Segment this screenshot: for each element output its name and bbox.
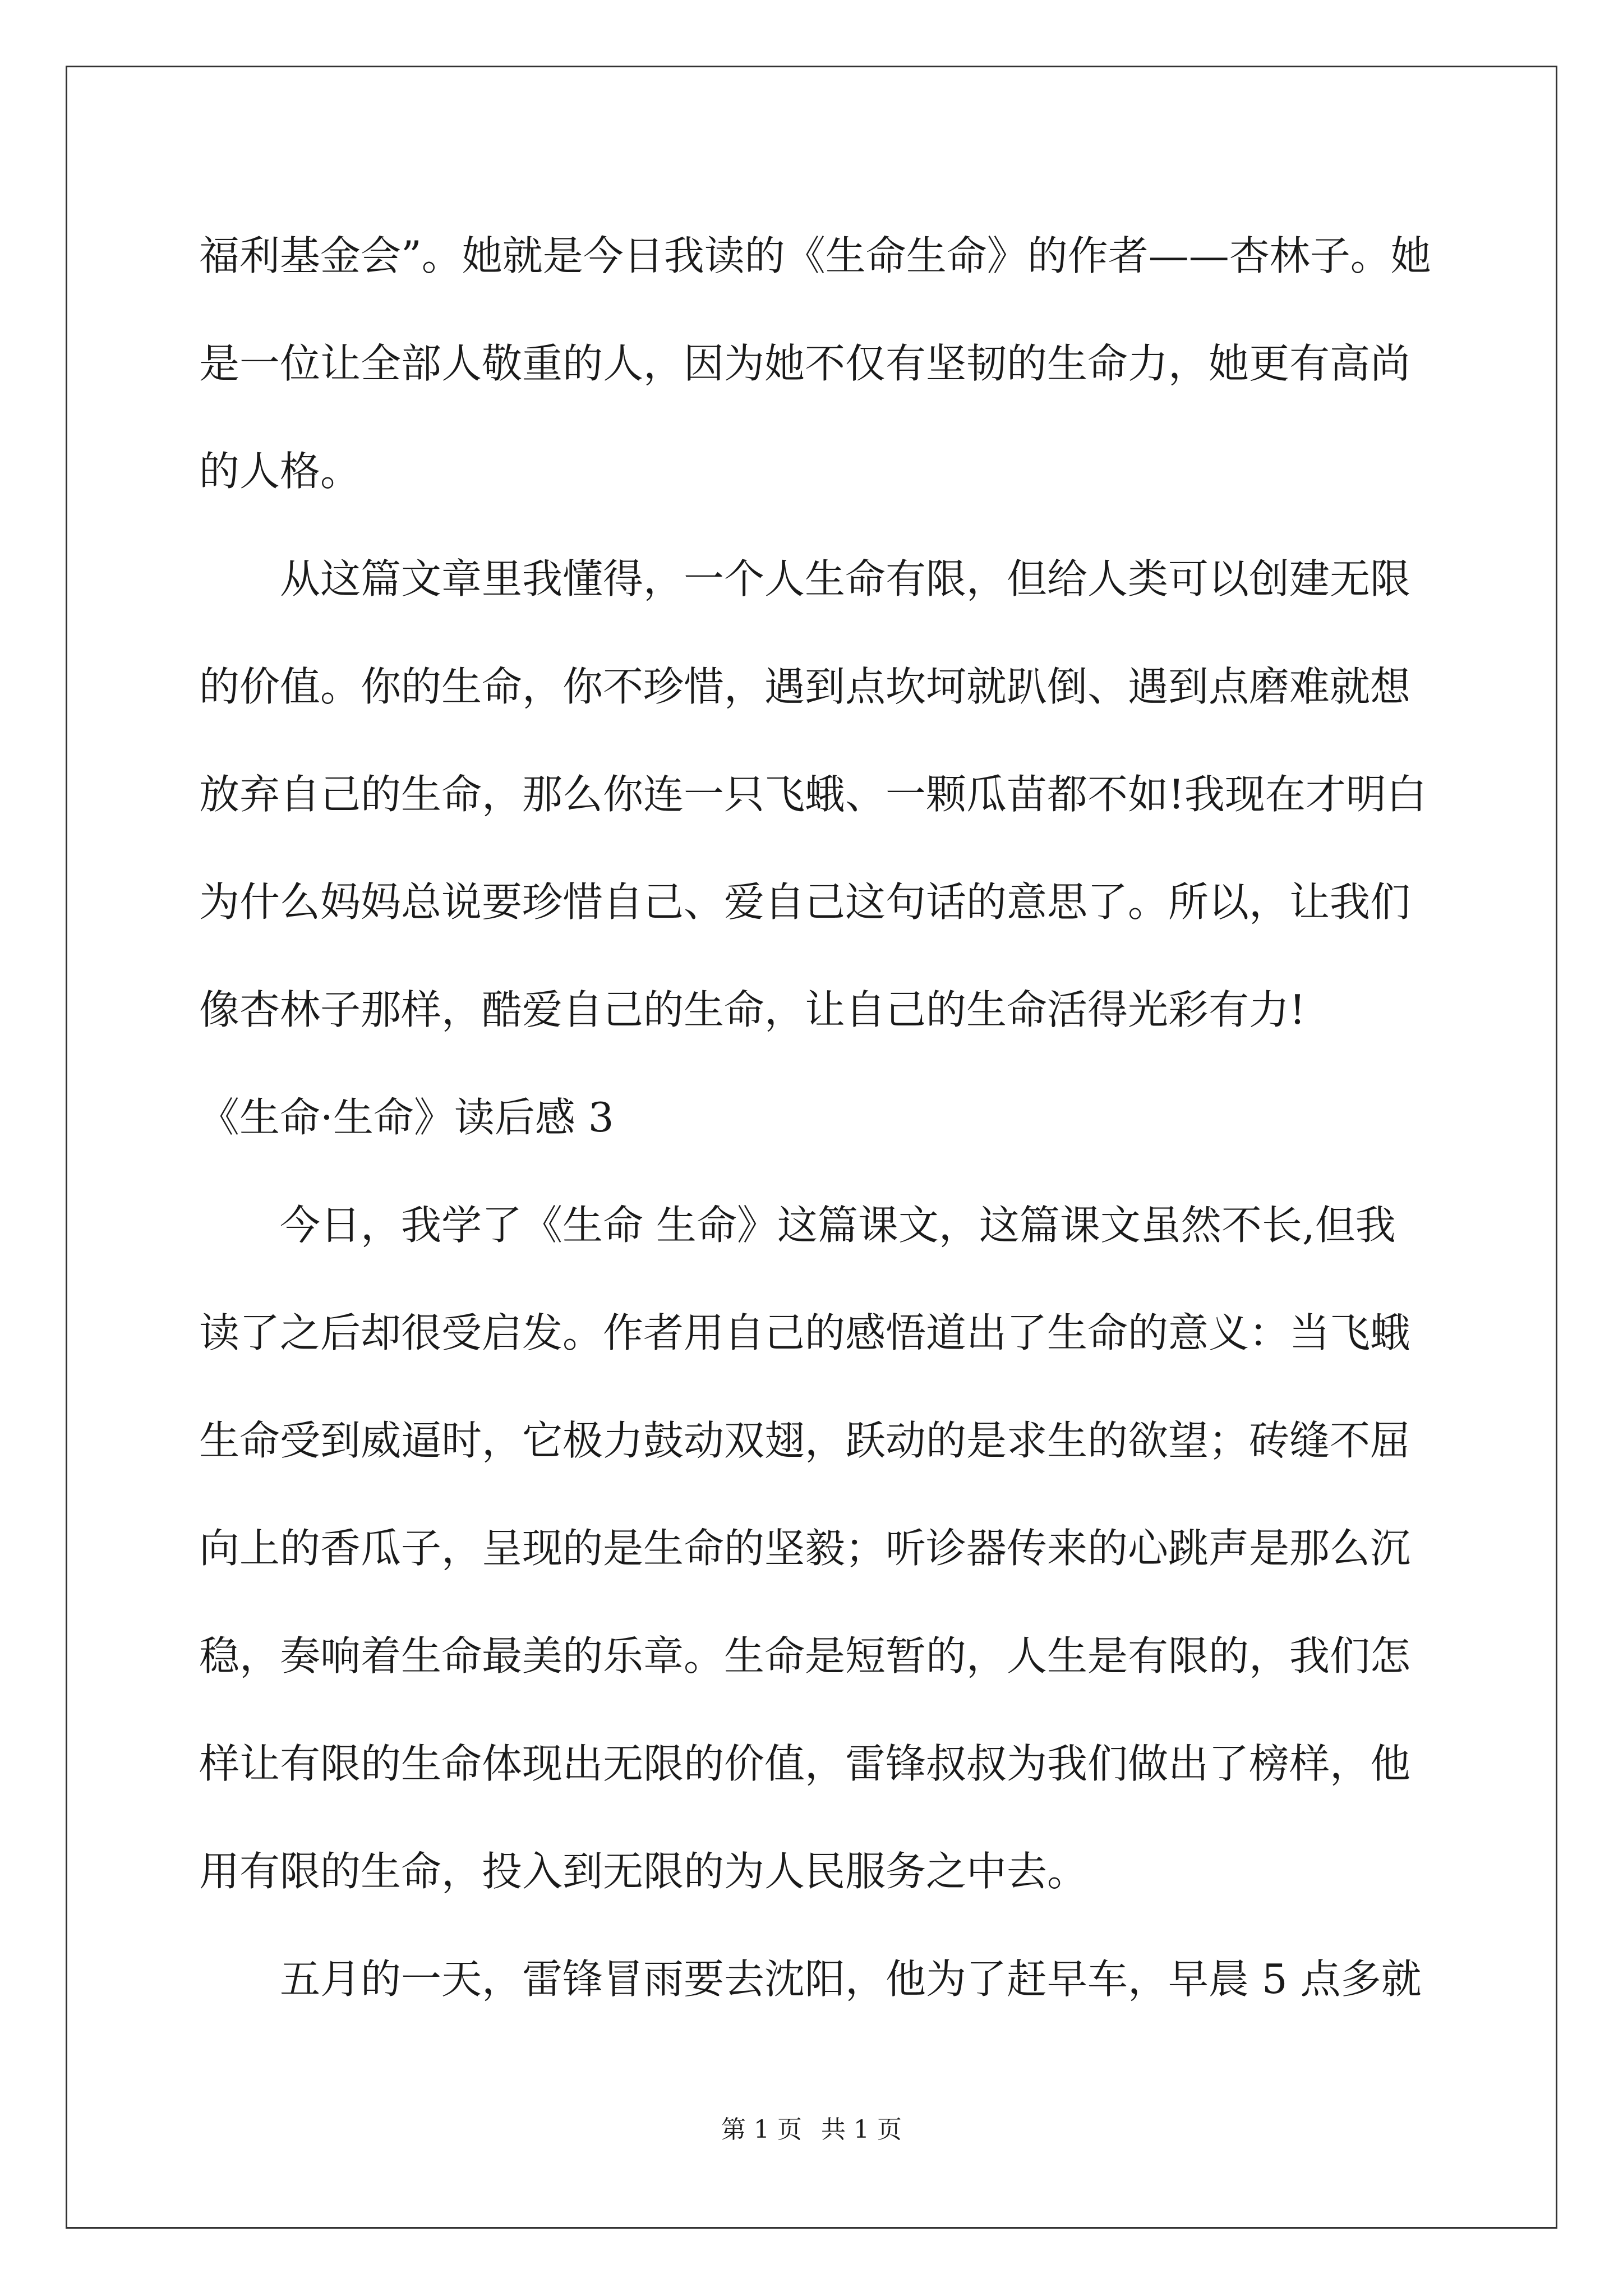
text-line: 为什么妈妈总说要珍惜自己、爱自己这句话的意思了。所以，让我们 [199,878,1411,926]
section-heading: 《生命·生命》读后感 3 [199,1094,614,1141]
document-body [199,202,1433,2033]
page-number: 第 1 页 [721,2115,802,2144]
text-line: 向上的香瓜子，呈现的是生命的坚毅；听诊器传来的心跳声是那么沉 [199,1525,1411,1572]
paragraph-first-line: 五月的一天，雷锋冒雨要去沈阳，他为了赶早车，早晨 5 点多就 [280,1955,1422,2003]
text-line: 样让有限的生命体现出无限的价值，雷锋叔叔为我们做出了榜样，他 [199,1740,1411,1787]
text-line: 稳，奏响着生命最美的乐章。生命是短暂的，人生是有限的，我们怎 [199,1632,1411,1680]
text-line: 放弃自己的生命，那么你连一只飞蛾、一颗瓜苗都不如!我现在才明白 [199,771,1427,818]
text-line: 用有限的生命，投入到无限的为人民服务之中去。 [199,1848,1088,1895]
paragraph-first-line: 今日，我学了《生命 生命》这篇课文，这篇课文虽然不长,但我 [280,1202,1396,1249]
text-line: 的价值。你的生命，你不珍惜，遇到点坎坷就趴倒、遇到点磨难就想 [199,663,1411,710]
text-line: 是一位让全部人敬重的人，因为她不仅有坚韧的生命力，她更有高尚 [199,340,1411,387]
text-line: 的人格。 [199,448,361,495]
text-line: 生命受到威逼时，它极力鼓动双翅，跃动的是求生的欲望；砖缝不屈 [199,1417,1411,1464]
text-line: 像杏林子那样，酷爱自己的生命，让自己的生命活得光彩有力! [199,986,1306,1033]
text-line: 读了之后却很受启发。作者用自己的感悟道出了生命的意义：当飞蛾 [199,1309,1411,1356]
paragraph-first-line: 从这篇文章里我懂得，一个人生命有限，但给人类可以创建无限 [280,555,1411,602]
page-footer [0,2109,1623,2145]
text-line: 福利基金会”。她就是今日我读的《生命生命》的作者——杏林子。她 [199,232,1431,279]
page-total: 共 1 页 [821,2115,902,2144]
